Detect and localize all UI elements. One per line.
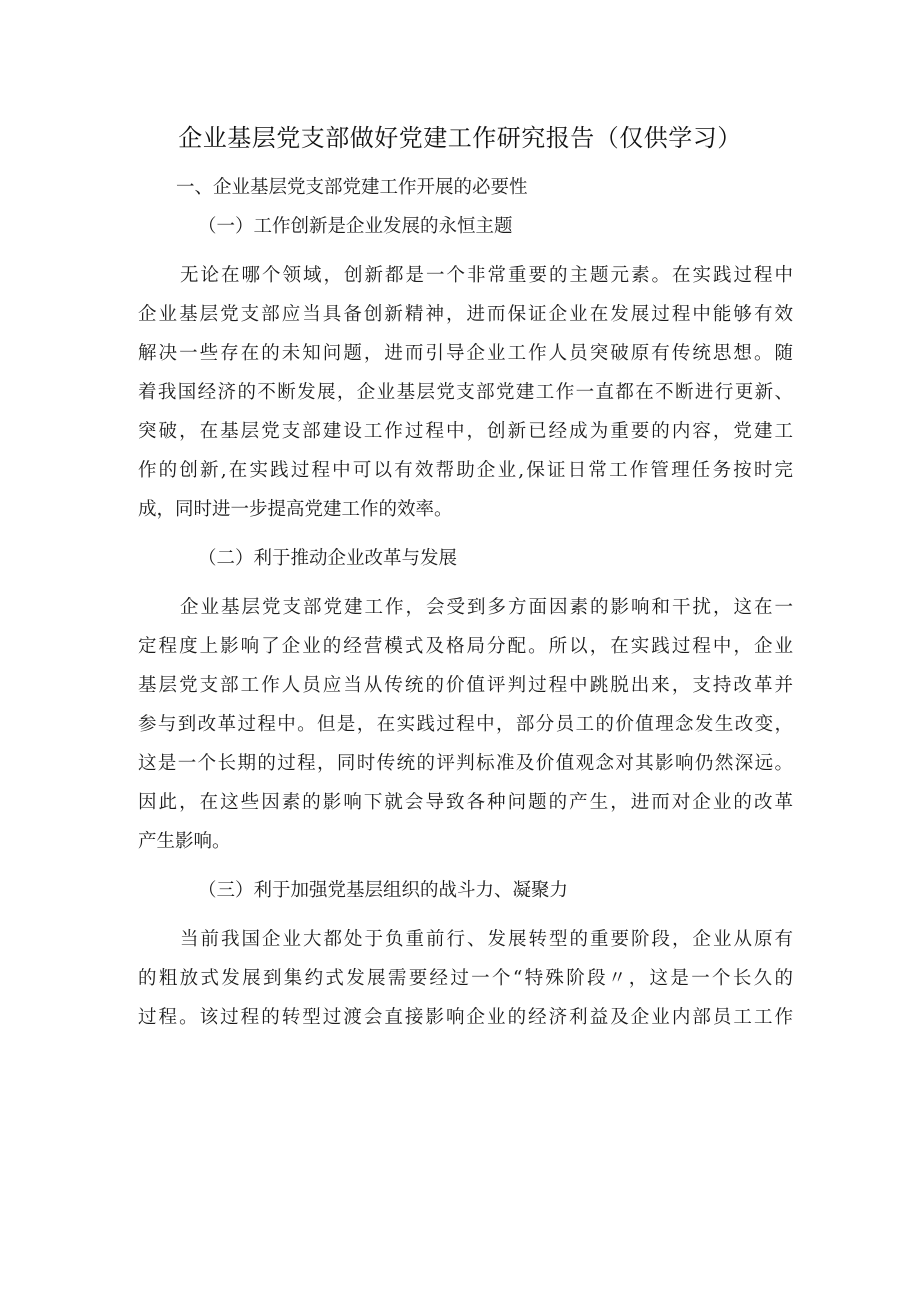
paragraph-line: 定程度上影响了企业的经营模式及格局分配。所以，在实践过程中，企业	[138, 636, 793, 657]
spacer	[138, 529, 793, 539]
paragraph-line: 参与到改革过程中。但是，在实践过程中，部分员工的价值理念发生改变，	[138, 714, 793, 735]
spacer	[138, 910, 793, 920]
spacer	[138, 578, 793, 588]
paragraph-line: 这是一个长期的过程，同时传统的评判标准及价值观念对其影响仍然深远。	[138, 753, 793, 774]
paragraph-line: 着我国经济的不断发展，企业基层党支部党建工作一直都在不断进行更新、	[138, 382, 793, 403]
paragraph-line: 过程。该过程的转型过渡会直接影响企业的经济利益及企业内部员工工作	[138, 1007, 793, 1028]
subsection-heading-1: （一）工作创新是企业发展的永恒主题	[198, 216, 513, 237]
paragraph-3	[138, 920, 793, 1037]
document-title: 企业基层党支部做好党建工作研究报告（仅供学习）	[178, 124, 742, 152]
spacer	[138, 246, 793, 256]
subsection-heading-3: （三）利于加强党基层组织的战斗力、凝聚力	[198, 880, 569, 901]
document-body	[138, 168, 793, 1037]
paragraph-line: 的粗放式发展到集约式发展需要经过一个“特殊阶段〃，这是一个长久的	[138, 968, 793, 989]
paragraph-line: 突破，在基层党支部建设工作过程中，创新已经成为重要的内容，党建工	[138, 421, 793, 442]
paragraph-line: 企业基层党支部应当具备创新精神，进而保证企业在发展过程中能够有效	[138, 304, 793, 325]
paragraph-line: 基层党支部工作人员应当从传统的价值评判过程中跳脱出来，支持改革并	[138, 675, 793, 696]
paragraph-line: 产生影响。	[138, 831, 231, 852]
subsection-heading-2: （二）利于推动企业改革与发展	[198, 548, 458, 569]
section-heading-1: 一、企业基层党支部党建工作开展的必要性	[176, 177, 528, 198]
paragraph-line: 企业基层党支部党建工作，会受到多方面因素的影响和干扰，这在一	[180, 597, 793, 618]
paragraph-line: 无论在哪个领域，创新都是一个非常重要的主题元素。在实践过程中	[180, 265, 793, 286]
paragraph-line: 当前我国企业大都处于负重前行、发展转型的重要阶段，企业从原有	[180, 929, 793, 950]
paragraph-line: 成，同时进一步提高党建工作的效率。	[138, 499, 453, 520]
paragraph-line: 因此，在这些因素的影响下就会导致各种问题的产生，进而对企业的改革	[138, 792, 793, 813]
spacer	[138, 861, 793, 871]
paragraph-2	[138, 588, 793, 861]
paragraph-line: 作的创新,在实践过程中可以有效帮助企业,保证日常工作管理任务按时完	[138, 460, 793, 481]
paragraph-1	[138, 256, 793, 529]
paragraph-line: 解决一些存在的未知问题，进而引导企业工作人员突破原有传统思想。随	[138, 343, 793, 364]
